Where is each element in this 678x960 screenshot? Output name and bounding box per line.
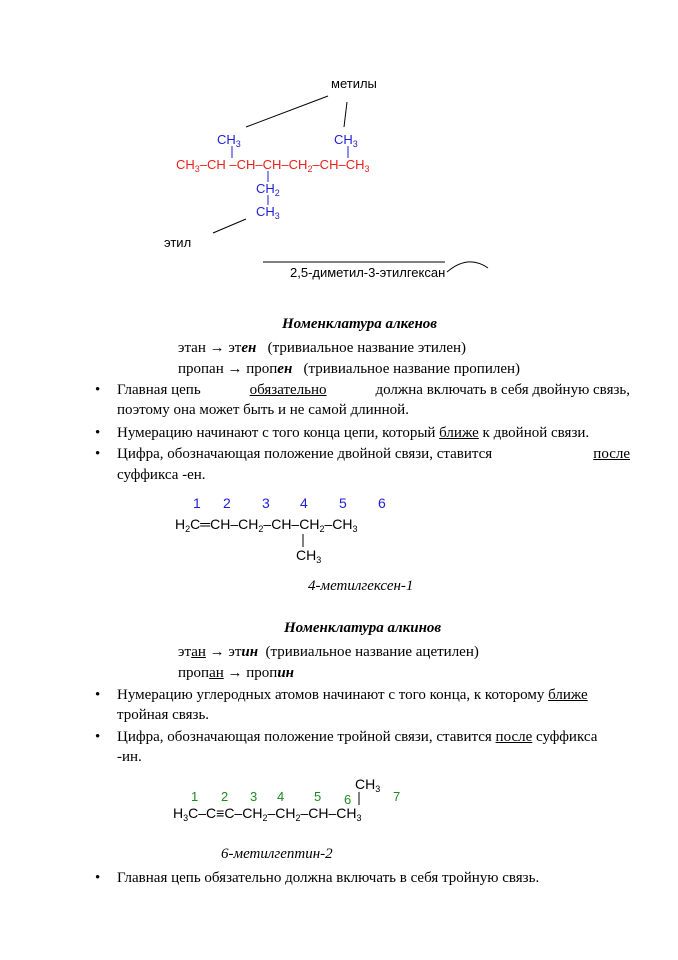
suffix-en: ен bbox=[241, 340, 257, 356]
trivial-name-note: (тривиальное название пропилен) bbox=[303, 361, 521, 377]
heading-alkynes: Номенклатура алкинов bbox=[284, 620, 442, 636]
label-methyls: метилы bbox=[331, 76, 377, 91]
atom-number: 4 bbox=[300, 495, 308, 511]
alkene-rule-3-line2: суффикса -ен. bbox=[117, 467, 206, 483]
label-ethyl: этил bbox=[164, 235, 192, 250]
example-text: проп bbox=[178, 665, 210, 681]
atom-number: 5 bbox=[314, 789, 322, 804]
atom-number: 1 bbox=[193, 495, 201, 511]
rule-text: к двойной связи. bbox=[478, 425, 590, 441]
caption-methylhexene: 4-метилгексен-1 bbox=[308, 578, 414, 594]
atom-number: 1 bbox=[191, 789, 199, 804]
bullet: • bbox=[95, 687, 101, 703]
rule-emphasis: ближе bbox=[548, 687, 588, 703]
example-text: этан → эт bbox=[178, 340, 242, 356]
trivial-name-note: (тривиальное название ацетилен) bbox=[265, 644, 479, 660]
compound-name-alkane: 2,5-диметил-3-этилгексан bbox=[290, 265, 446, 280]
rule-text: Нумерацию углеродных атомов начинают с того конца, к которому bbox=[117, 687, 549, 703]
bullet: • bbox=[95, 870, 101, 886]
bullet: • bbox=[95, 446, 101, 462]
example-text: пропан → проп bbox=[178, 361, 278, 377]
chain-formula-alkyne: $H_3C-C\equiv C-CH_2-CH_2-CH-CH_3$ bbox=[173, 805, 362, 823]
example-text: эт bbox=[178, 644, 192, 660]
suffix-an: ан bbox=[191, 644, 206, 660]
atom-number: 2 bbox=[223, 495, 231, 511]
rule-text: должна включать в себя двойную связь, bbox=[375, 382, 630, 398]
alkene-rule-1-line2: поэтому она может быть и не самой длинной. bbox=[117, 402, 409, 418]
bullet: • bbox=[95, 425, 101, 441]
alkyne-rule-3: Главная цепь обязательно должна включать в себя тройную связь. bbox=[117, 870, 540, 886]
trivial-name-note: (тривиальное название этилен) bbox=[267, 340, 467, 356]
rule-emphasis: после bbox=[593, 446, 630, 462]
branch-ch3-top: $CH_3$ bbox=[355, 776, 381, 794]
chain-formula-alkene: $H_2C═CH-CH_2-CH-CH_2-CH_3$ bbox=[175, 516, 358, 534]
rule-text: Цифра, обозначающая положение двойной связи, ставится bbox=[117, 446, 493, 462]
caption-methylheptyne: 6-метилгептин-2 bbox=[221, 846, 333, 862]
methyl-group-c2: $CH_3$ bbox=[217, 132, 241, 149]
bullet: • bbox=[95, 382, 101, 398]
suffix-en: ен bbox=[277, 361, 293, 377]
example-text: → эт bbox=[205, 644, 242, 660]
atom-number: 6 bbox=[344, 792, 352, 807]
atom-number: 2 bbox=[221, 789, 229, 804]
rule-text: Нумерацию начинают с того конца цепи, который bbox=[117, 425, 440, 441]
atom-number: 3 bbox=[250, 789, 258, 804]
example-text: → проп bbox=[223, 665, 278, 681]
atom-number: 7 bbox=[393, 789, 401, 804]
branch-ch3: $CH_3$ bbox=[296, 547, 322, 565]
ethyl-ch2: $CH_2$ bbox=[256, 181, 280, 198]
atom-number: 4 bbox=[277, 789, 285, 804]
bullet: • bbox=[95, 729, 101, 745]
suffix-in: ин bbox=[241, 644, 259, 660]
atom-number: 3 bbox=[262, 495, 270, 511]
suffix-in: ин bbox=[277, 665, 294, 681]
rule-text: Главная цепь bbox=[117, 382, 201, 398]
rule-emphasis: ближе bbox=[439, 425, 479, 441]
heading-alkenes: Номенклатура алкенов bbox=[282, 316, 438, 332]
rule-text: суффикса bbox=[532, 729, 598, 745]
rule-text: Цифра, обозначающая положение тройной связи, ставится bbox=[117, 729, 496, 745]
ethyl-ch3: $CH_3$ bbox=[256, 204, 280, 221]
alkyne-rule-1-line2: тройная связь. bbox=[117, 707, 210, 723]
methyl-group-c5: $CH_3$ bbox=[334, 132, 358, 149]
suffix-an: ан bbox=[209, 665, 224, 681]
main-chain-formula: $CH_3-CH$ $-CH-CH-CH_2-CH-CH_3$ bbox=[176, 157, 370, 174]
alkyne-rule-2-line2: -ин. bbox=[117, 749, 142, 765]
atom-number: 5 bbox=[339, 495, 347, 511]
rule-emphasis: после bbox=[495, 729, 533, 745]
rule-emphasis: обязательно bbox=[249, 382, 327, 398]
atom-number: 6 bbox=[378, 495, 386, 511]
